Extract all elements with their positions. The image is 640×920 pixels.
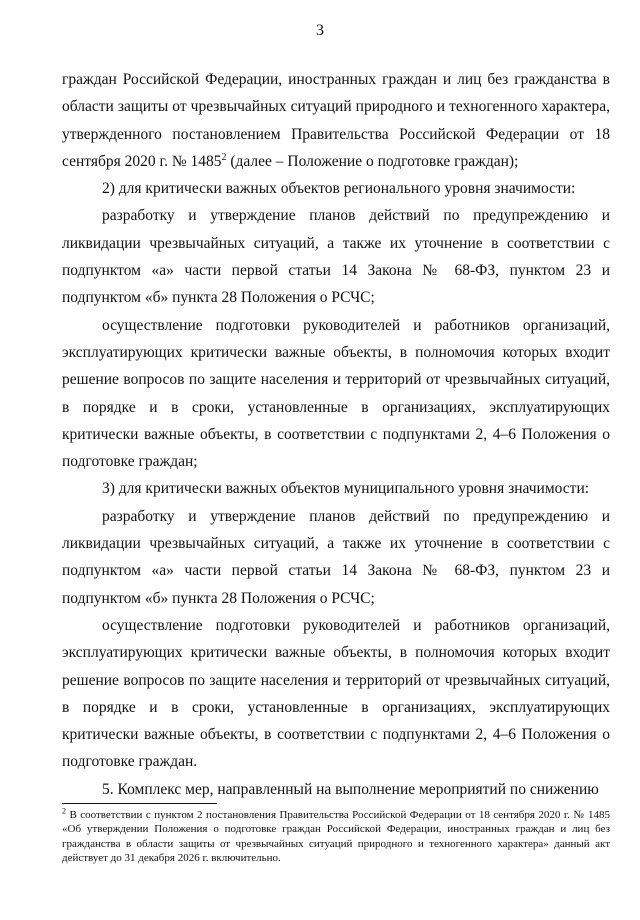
paragraph-item-5: 5. Комплекс мер, направленный на выполнение мероприятий по снижению <box>102 780 599 798</box>
document-body <box>62 66 610 803</box>
paragraph-regional-heading: 2) для критически важных объектов регионального уровня значимости: <box>102 180 576 198</box>
footnote-reference: 2 <box>221 151 227 163</box>
paragraph-regional-plans: разработку и утверждение планов действий по предупреждению и ликвидации чрезвычайных ситуаций, а также их уточнение в соответствии с подпунктом «а» части первой статьи 14 Закона № 68-ФЗ, пунктом 23 и подпунктом «б» пункта 28 Положения о РСЧС; <box>62 207 610 307</box>
paragraph-municipal-plans: разработку и утверждение планов действий по предупреждению и ликвидации чрезвычайных ситуаций, а также их уточнение в соответствии с подпунктом «а» части первой статьи 14 Закона № 68-ФЗ, пунктом 23 и подпунктом «б» пункта 28 Положения о РСЧС; <box>62 507 610 607</box>
paragraph-text-after-ref: (далее – Положение о подготовке граждан); <box>226 152 519 170</box>
footnote <box>62 808 610 866</box>
footnote-text: В соответствии с пунктом 2 постановления Правительства Российской Федерации от 18 сентября 2020 г. № 1485 «Об утверждении Положения о подготовке граждан Российской Федерации, иностранных граждан и лиц без гражданства в области защиты от чрезвычайных ситуаций природного и техногенного характера» данный акт действует до 31 декабря 2026 г. включительно. <box>62 809 610 865</box>
paragraph-regional-training: осуществление подготовки руководителей и работников организаций, эксплуатирующих критически важные объекты, в полномочия которых входит решение вопросов по защите населения и территорий от чрезвычайных ситуаций, в порядке и в сроки, установленные в организациях, эксплуатирующих критически важные объекты, в соответствии с подпунктами 2, 4–6 Положения о подготовке граждан; <box>62 316 610 471</box>
footnote-marker: 2 <box>62 806 66 816</box>
paragraph-municipal-training: осуществление подготовки руководителей и работников организаций, эксплуатирующих критически важные объекты, в полномочия которых входит решение вопросов по защите населения и территорий от чрезвычайных ситуаций, в порядке и в сроки, установленные в организациях, эксплуатирующих критически важные объекты, в соответствии с подпунктами 2, 4–6 Положения о подготовке граждан. <box>62 616 610 771</box>
paragraph-continuation <box>62 66 610 175</box>
footnote-separator <box>62 803 217 804</box>
page-number: 3 <box>316 22 324 39</box>
paragraph-municipal-heading: 3) для критически важных объектов муниципального уровня значимости: <box>102 480 590 498</box>
paragraph-text: граждан Российской Федерации, иностранных граждан и лиц без гражданства в области защиты от чрезвычайных ситуаций природного и техногенного характера, утвержденного постановлением Правительства Российской Федерации от 18 сентября 2020 г. № 1485 <box>62 71 610 170</box>
